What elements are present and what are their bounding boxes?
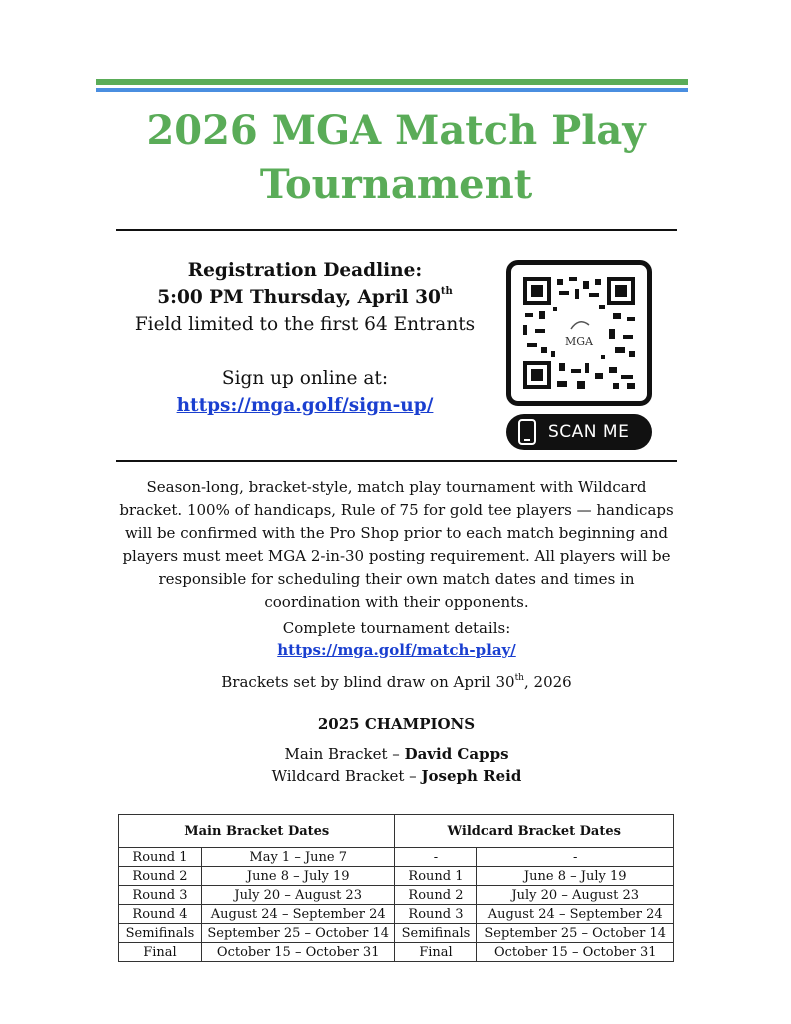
main-dates-cell: May 1 – June 7 — [201, 848, 395, 867]
qr-logo-text: MGA — [565, 335, 593, 348]
title-line-2: Tournament — [259, 161, 533, 208]
phone-icon — [518, 419, 536, 445]
signup-label: Sign up online at: — [221, 368, 389, 389]
champion-main-label: Main Bracket – — [284, 745, 405, 763]
main-dates-cell: July 20 – August 23 — [201, 886, 395, 905]
details-link[interactable]: https://mga.golf/match-play/ — [277, 641, 516, 659]
title-line-1: 2026 MGA Match Play — [146, 107, 646, 154]
divider-middle — [116, 460, 677, 462]
scan-me-label: SCAN ME — [548, 422, 630, 442]
deadline-sup: th — [440, 286, 453, 297]
wild-round-cell: Round 1 — [395, 867, 477, 886]
wild-dates-cell: - — [477, 848, 674, 867]
champions-heading: 2025 CHAMPIONS — [317, 715, 476, 733]
registration-deadline — [120, 284, 490, 311]
header-rule-blue — [96, 88, 688, 92]
bracket-dates-table — [118, 814, 674, 962]
main-round-cell: Final — [119, 943, 202, 962]
registration-block — [120, 257, 490, 419]
draw-text: Brackets set by blind draw on April 30 — [221, 673, 515, 691]
wild-round-cell: Semifinals — [395, 924, 477, 943]
wild-dates-cell: August 24 – September 24 — [477, 905, 674, 924]
details-block — [116, 617, 677, 661]
main-round-cell: Round 1 — [119, 848, 202, 867]
main-dates-cell: September 25 – October 14 — [201, 924, 395, 943]
divider-top — [116, 229, 677, 231]
main-dates-cell: October 15 – October 31 — [201, 943, 395, 962]
qr-block — [506, 260, 652, 450]
header-rule-green — [96, 79, 688, 85]
wild-dates-cell: September 25 – October 14 — [477, 924, 674, 943]
champion-main — [116, 743, 677, 765]
tournament-description: Season-long, bracket-style, match play tournament with Wildcard bracket. 100% of handicaps, Rule of 75 for gold tee players — handicaps will be confirmed with the Pro Shop prior to each match beginning and players must meet MGA 2-in-30 posting requirement. All players will be responsible for scheduling their own match dates and times in coordination with their opponents. — [119, 478, 674, 611]
deadline-text: 5:00 PM Thursday, April 30 — [157, 287, 441, 308]
wild-dates-cell: October 15 – October 31 — [477, 943, 674, 962]
page-title — [96, 104, 696, 212]
wild-round-cell: Round 3 — [395, 905, 477, 924]
main-round-cell: Semifinals — [119, 924, 202, 943]
signup-link[interactable]: https://mga.golf/sign-up/ — [176, 395, 434, 416]
table-row — [119, 886, 674, 905]
champion-wild-label: Wildcard Bracket – — [271, 767, 422, 785]
main-bracket-header: Main Bracket Dates — [119, 815, 395, 848]
main-round-cell: Round 4 — [119, 905, 202, 924]
registration-heading: Registration Deadline: — [187, 260, 423, 281]
wild-round-cell: - — [395, 848, 477, 867]
main-round-cell: Round 2 — [119, 867, 202, 886]
wild-round-cell: Final — [395, 943, 477, 962]
wild-round-cell: Round 2 — [395, 886, 477, 905]
table-row — [119, 848, 674, 867]
champion-wild-name: Joseph Reid — [421, 767, 522, 785]
table-row — [119, 905, 674, 924]
table-row — [119, 924, 674, 943]
table-row — [119, 943, 674, 962]
wild-dates-cell: June 8 – July 19 — [477, 867, 674, 886]
main-dates-cell: June 8 – July 19 — [201, 867, 395, 886]
main-round-cell: Round 3 — [119, 886, 202, 905]
wild-dates-cell: July 20 – August 23 — [477, 886, 674, 905]
champions-block — [116, 713, 677, 787]
champion-wild — [116, 765, 677, 787]
field-limit: Field limited to the first 64 Entrants — [134, 314, 476, 335]
draw-note — [116, 671, 677, 693]
champion-main-name: David Capps — [404, 745, 509, 763]
wild-bracket-header: Wildcard Bracket Dates — [395, 815, 674, 848]
main-dates-cell: August 24 – September 24 — [201, 905, 395, 924]
qr-code-icon — [523, 277, 635, 389]
details-label: Complete tournament details: — [282, 619, 511, 637]
qr-frame — [506, 260, 652, 406]
draw-year: , 2026 — [523, 673, 572, 691]
table-row — [119, 867, 674, 886]
scan-me-badge — [506, 414, 652, 450]
draw-sup: th — [514, 673, 524, 683]
